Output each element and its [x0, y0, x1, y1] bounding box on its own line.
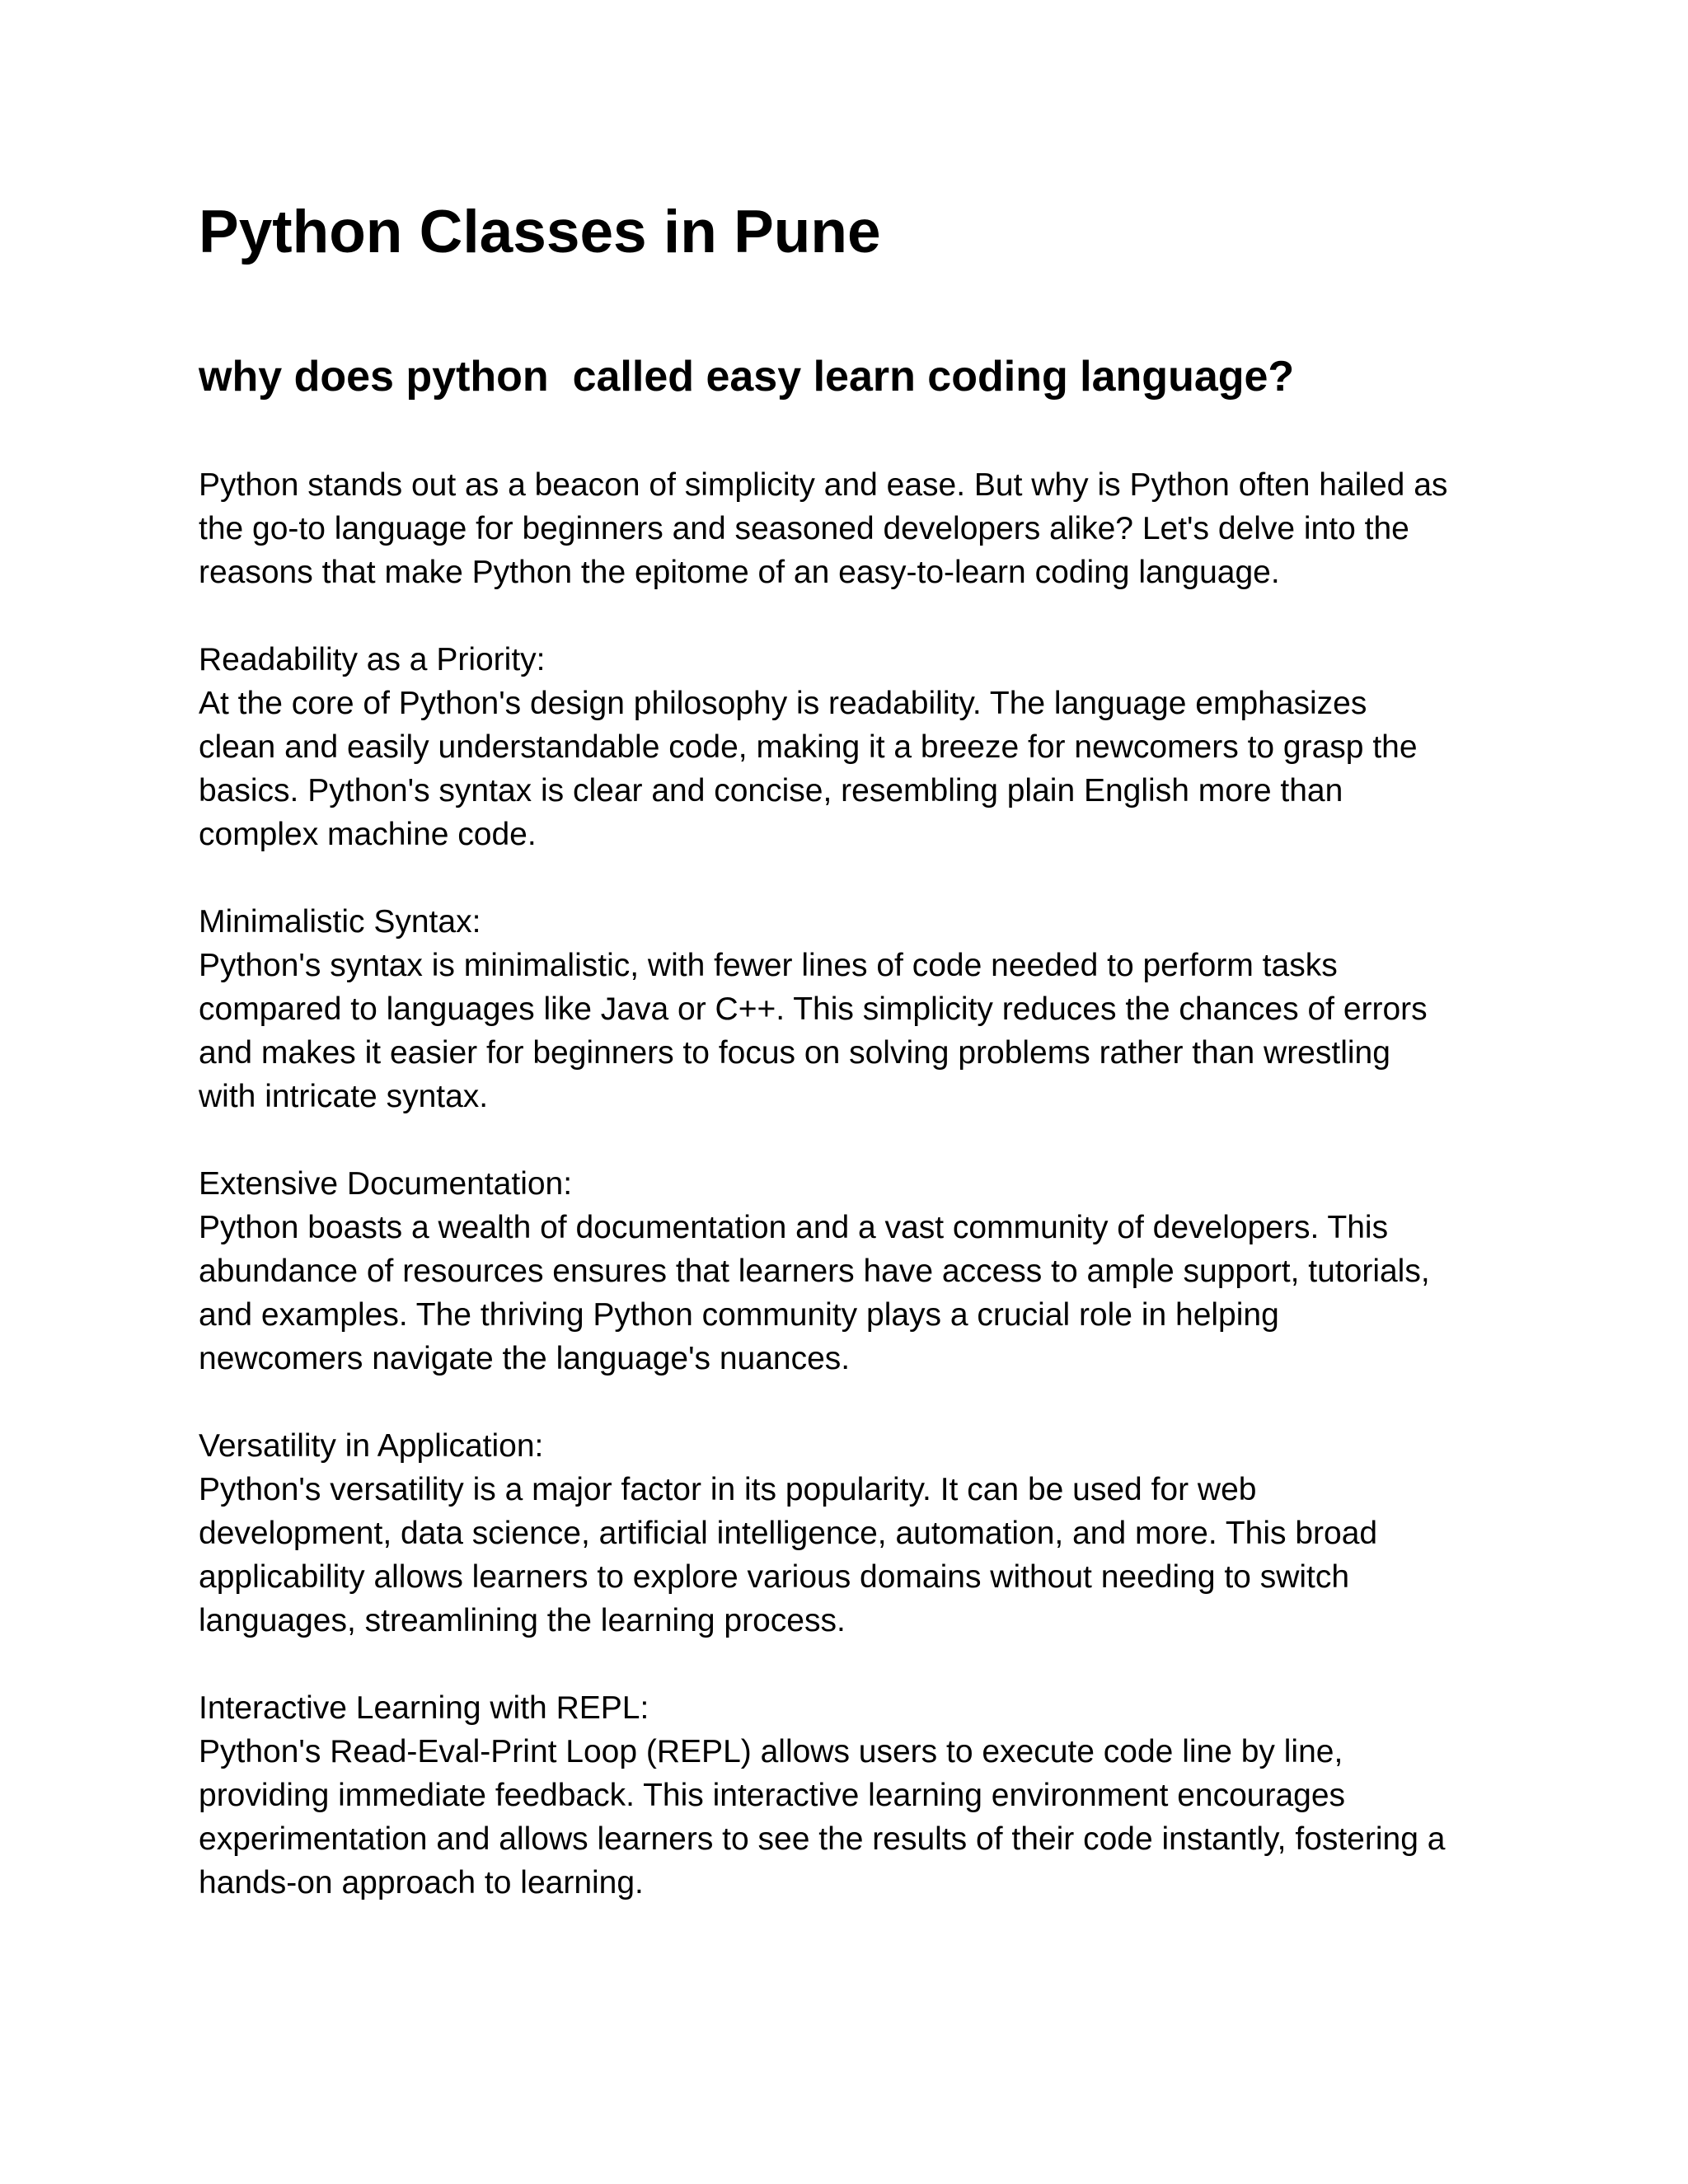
text-line: hands-on approach to learning.: [199, 1865, 644, 1900]
text-line: Python's syntax is minimalistic, with fewer lines of code needed to perform tasks: [199, 948, 1338, 983]
section-repl: [199, 1686, 1509, 1905]
section-documentation: [199, 1162, 1509, 1380]
page-title: Python Classes in Pune: [199, 199, 881, 265]
body-text: [199, 463, 1509, 1948]
text-line: Python stands out as a beacon of simplicity and ease. But why is Python often hailed as: [199, 467, 1448, 503]
text-line: newcomers navigate the language's nuances.: [199, 1341, 851, 1376]
text-line: experimentation and allows learners to see the results of their code instantly, fostering a: [199, 1821, 1446, 1857]
text-line: basics. Python's syntax is clear and concise, resembling plain English more than: [199, 773, 1343, 808]
text-line: and makes it easier for beginners to focus on solving problems rather than wrestling: [199, 1035, 1390, 1071]
section-heading: Extensive Documentation:: [199, 1166, 573, 1202]
text-line: providing immediate feedback. This interactive learning environment encourages: [199, 1778, 1346, 1813]
text-line: the go-to language for beginners and seasoned developers alike? Let's delve into the: [199, 511, 1409, 546]
text-line: applicability allows learners to explore various domains without needing to switch: [199, 1559, 1350, 1595]
text-line: Python boasts a wealth of documentation and a vast community of developers. This: [199, 1210, 1389, 1245]
section-readability: [199, 638, 1509, 856]
text-line: clean and easily understandable code, making it a breeze for newcomers to grasp the: [199, 729, 1418, 765]
section-heading: Minimalistic Syntax:: [199, 904, 481, 940]
section-heading: Versatility in Application:: [199, 1428, 544, 1464]
text-line: with intricate syntax.: [199, 1079, 489, 1114]
text-line: languages, streamlining the learning process.: [199, 1603, 846, 1638]
section-heading: Interactive Learning with REPL:: [199, 1690, 649, 1726]
text-line: and examples. The thriving Python community plays a crucial role in helping: [199, 1297, 1279, 1333]
text-line: At the core of Python's design philosophy is readability. The language emphasizes: [199, 686, 1367, 721]
text-line: reasons that make Python the epitome of an easy-to-learn coding language.: [199, 555, 1280, 590]
text-line: complex machine code.: [199, 817, 537, 852]
text-line: abundance of resources ensures that learners have access to ample support, tutorials,: [199, 1254, 1430, 1289]
text-line: compared to languages like Java or C++. This simplicity reduces the chances of errors: [199, 991, 1428, 1027]
intro-paragraph: [199, 463, 1509, 594]
section-minimalistic-syntax: [199, 900, 1509, 1118]
text-line: Python's versatility is a major factor in its popularity. It can be used for web: [199, 1472, 1257, 1507]
section-versatility: [199, 1424, 1509, 1643]
section-heading: Readability as a Priority:: [199, 642, 546, 677]
page-subtitle: why does python called easy learn coding language?: [199, 353, 1295, 401]
text-line: Python's Read-Eval-Print Loop (REPL) allows users to execute code line by line,: [199, 1734, 1343, 1769]
text-line: development, data science, artificial intelligence, automation, and more. This broad: [199, 1516, 1378, 1551]
document-content: [199, 191, 1509, 1900]
